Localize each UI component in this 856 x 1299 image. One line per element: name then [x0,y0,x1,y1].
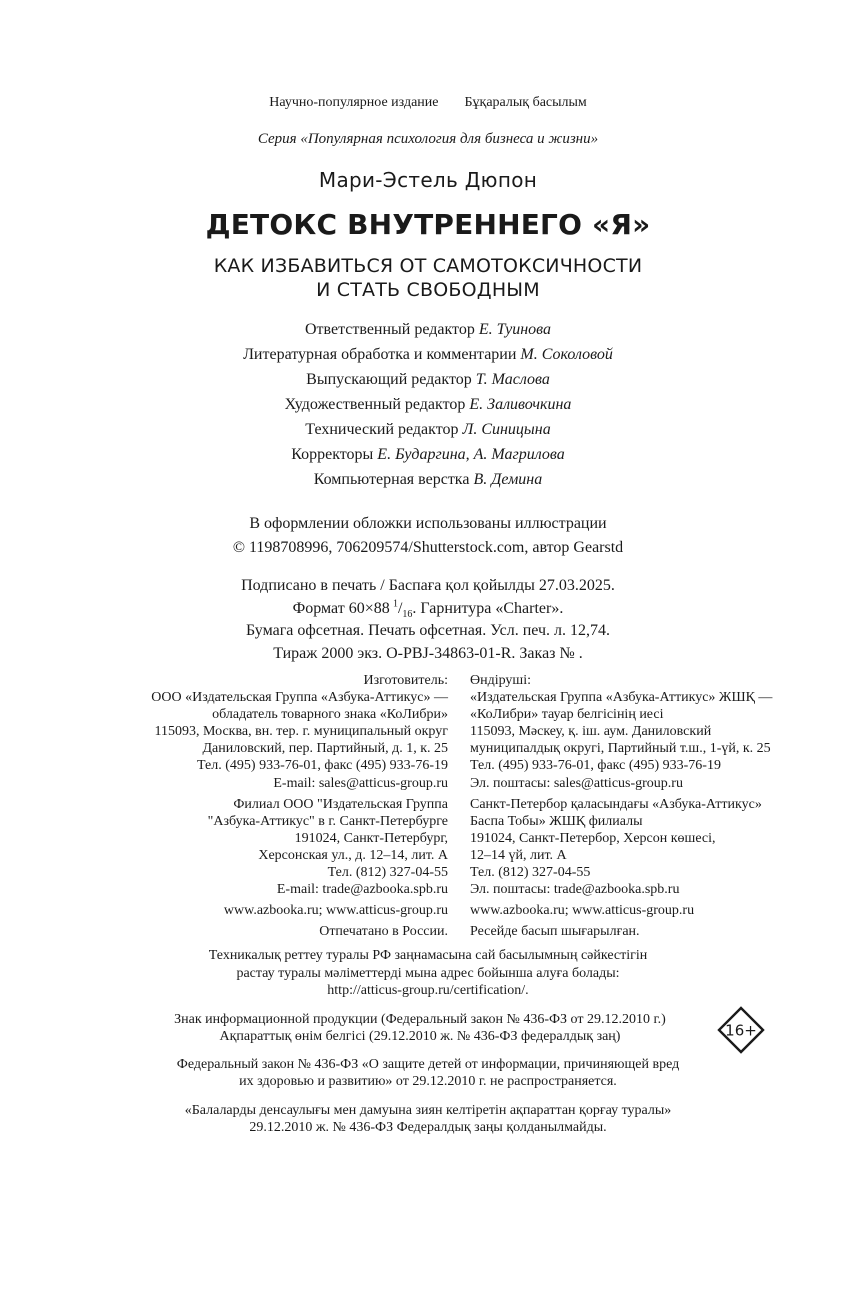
publisher-ru-column [60,672,448,944]
federal-law-note-kz: «Балаларды денсаулығы мен дамуына зиян келтіретін ақпараттан қорғау туралы» 29.12.2010 ж. № 436-ФЗ Федералдық заңы қолданылмайды. [184,1103,672,1135]
certification-url: http://atticus-group.ru/certification/. [327,983,529,998]
subtitle-line: И СТАТЬ СВОБОДНЫМ [316,279,540,301]
credit-line [0,467,856,492]
series-line: Серия «Популярная психология для бизнеса и жизни» [257,131,599,147]
signed-date: Подписано в печать / Баспаға қол қойылды 27.03.2025. [241,577,615,594]
subtitle-line: КАК ИЗБАВИТЬСЯ ОТ САМОТОКСИЧНОСТИ [213,255,643,277]
print-details [0,575,856,665]
age-rating-icon [717,1006,765,1054]
certification-note: Техникалық реттеу туралы РФ заңнамасына сай басылымның сәйкестігін растау туралы мәліметтерді мына адрес бойынша алуға болады: http://atticus-group.ru/certification/. [0,947,856,1000]
credits-list [0,317,856,492]
credit-role: Художественный редактор [284,396,466,413]
credit-person: Е. Заливочкина [469,396,572,413]
credit-person: М. Соколовой [520,346,613,363]
credit-role: Ответственный редактор [304,321,475,338]
websites-ru: www.azbooka.ru; www.atticus-group.ru [223,903,448,919]
credit-line [0,417,856,442]
branch-block-kz: Санкт-Петербор қаласындағы «Азбука-Аттикус» Баспа Тобы» ЖШҚ филиалы 191024, Санкт-Петербор, Херсон көшесі, 12–14 үй, лит. А Тел. (812) 327-04-55 Эл. поштасы: trade@azbooka.spb.ru [470,796,762,898]
manufacturer-block-ru: Изготовитель: ООО «Издательская Группа «Азбука-Аттикус» — обладатель товарного знака «КоЛибри» 115093, Москва, вн. тер. г. муниципальный округ Даниловский, пер. Партийный, д. 1, к. 25 Тел. (495) 933-76-01, факс (495) 933-76-19 E-mail: sales@atticus-group.ru [151,673,448,791]
age-rating-label: 16+ [725,1021,757,1040]
format-line: Формат 60×88 $^1/_{16}$. Гарнитура «Charter». [292,598,564,620]
author-name: Мари-Эстель Дюпон [318,168,538,192]
credit-person: Т. Маслова [475,371,550,388]
credit-line [0,342,856,367]
credit-person: Е. Бударгина, А. Магрилова [377,446,565,463]
edition-type-kz: Бұқаралық басылым [464,95,587,110]
credit-line [0,367,856,392]
printed-in-kz: Ресейде басып шығарылған. [470,924,640,940]
credit-person: В. Демина [473,471,543,488]
credit-role: Технический редактор [305,421,459,438]
paper-line: Бумага офсетная. Печать офсетная. Усл. печ. л. 12,74. [246,622,610,639]
edition-type-ru: Научно-популярное издание [269,95,439,110]
websites-kz: www.azbooka.ru; www.atticus-group.ru [470,903,695,919]
info-product-sign: Знак информационной продукции (Федеральный закон № 436-ФЗ от 29.12.2010 г.) Ақпараттық өнім белгісі (29.12.2010 ж. № 436-ФЗ федералдық заң) [174,1012,666,1044]
manufacturer-block-kz: Өндіруші: «Издательская Группа «Азбука-Аттикус» ЖШҚ — «КоЛибри» тауар белгісінің иесі 115093, Мәскеу, қ. іш. аум. Даниловский муниципалдық округі, Партийный т.ш., 1-үй, к. 25 Тел. (495) 933-76-01, факс (495) 933-76-19 Эл. поштасы: sales@atticus-group.ru [470,673,773,791]
illustration-line: © 1198708996, 706209574/Shutterstock.com, автор Gearstd [232,539,624,556]
credit-line [0,317,856,342]
publisher-kz-column [470,672,840,944]
credit-role: Корректоры [291,446,374,463]
credit-person: Е. Туинова [478,321,552,338]
credit-role: Литературная обработка и комментарии [243,346,517,363]
illustration-credits [0,512,856,560]
book-subtitle [0,254,856,302]
book-title: ДЕТОКС ВНУТРЕННЕГО «Я» [205,208,651,241]
credit-role: Компьютерная верстка [313,471,470,488]
printed-in-ru: Отпечатано в России. [319,924,448,940]
federal-law-note-ru: Федеральный закон № 436-ФЗ «О защите детей от информации, причиняющей вред их здоровью и развитию» от 29.12.2010 г. не распространяется. [176,1057,680,1089]
run-line: Тираж 2000 экз. О-PBJ-34863-01-R. Заказ № . [273,644,583,662]
edition-labels [0,95,856,111]
credit-role: Выпускающий редактор [306,371,472,388]
illustration-line: В оформлении обложки использованы иллюстрации [249,515,607,532]
credit-line [0,442,856,467]
credit-line [0,392,856,417]
branch-block-ru: Филиал ООО "Издательская Группа "Азбука-Аттикус" в г. Санкт-Петербурге 191024, Санкт-Петербург, Херсонская ул., д. 12–14, лит. А Тел. (812) 327-04-55 E-mail: trade@azbooka.spb.ru [207,796,448,898]
credit-person: Л. Синицына [462,421,551,438]
